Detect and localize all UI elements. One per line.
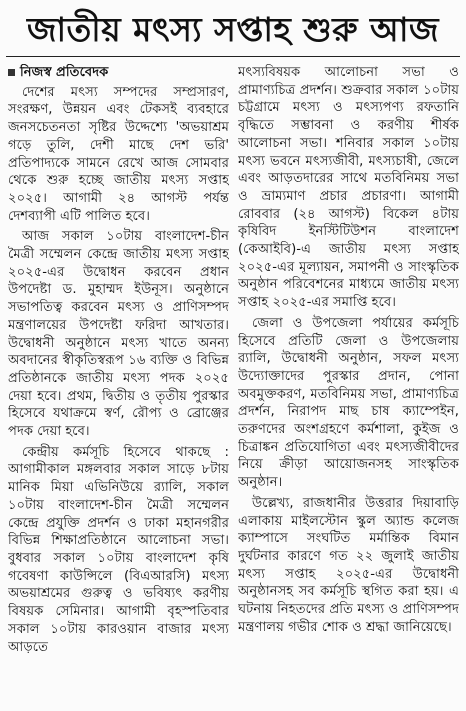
square-bullet-icon	[8, 69, 15, 76]
paragraph: জেলা ও উপজেলা পর্যায়ের কর্মসূচি হিসেবে প্রতিটি জেলা ও উপজেলায় র‍্যালি, উদ্বোধনী অনুষ্ঠান, সফল মৎস্য উদ্যোক্তাদের পুরস্কার প্রদান, পোনা অবমুক্তকরণ, মতবিনিময় সভা, প্রামাণ্যচিত্র প্রদর্শন, নিরাপদ মাছ চাষ ক্যাম্পেইন, তরুণদের অংশগ্রহণে কর্মশালা, কুইজ ও চিত্রাঙ্কন প্রতিযোগিতা এবং মৎস্যজীবীদের নিয়ে ক্রীড়া আয়োজনসহ সাংস্কৃতিক অনুষ্ঠান।	[238, 315, 459, 491]
byline-text: নিজস্ব প্রতিবেদক	[20, 65, 109, 80]
paragraph: মৎস্যবিষয়ক আলোচনা সভা ও প্রামাণ্যচিত্র প্রদর্শন। শুক্রবার সকাল ১০টায় চট্টগ্রামে মৎস্য ও মৎস্যপণ্য রফতানি বৃদ্ধিতে সম্ভাবনা ও করণীয় শীর্ষক আলোচনা সভা। শনিবার সকাল ১০টায় মৎস্য ভবনে মৎস্যজীবী, মৎস্যচাষী, জেলে এবং আড়তদারের সাথে মতবিনিময় সভা ও ভ্রাম্যমাণ প্রচার প্রচারণা। আগামী রোববার (২৪ আগস্ট) বিকেল ৪টায় কৃষিবিদ ইনস্টিটিউশন বাংলাদেশ (কেআইবি)-এ জাতীয় মৎস্য সপ্তাহ ২০২৫-এর মূল্যায়ন, সমাপনী ও সাংস্কৃতিক অনুষ্ঠান পরিবেশনের মাধ্যমে জাতীয় মৎস্য সপ্তাহ ২০২৫-এর সমাপ্তি হবে।	[238, 65, 459, 311]
headline-rule	[6, 56, 460, 57]
paragraph: কেন্দ্রীয় কর্মসূচি হিসেবে থাকছে : আগামীকাল মঙ্গলবার সকাল সাড়ে ৮টায় মানিক মিয়া এভিনিউয়ে র‍্যালি, সকাল ১০টায় বাংলাদেশ-চীন মৈত্রী সম্মেলন কেন্দ্রে প্রযুক্তি প্রদর্শন ও ঢাকা মহানগরীর বিভিন্ন শিক্ষাপ্রতিষ্ঠানে আলোচনা সভা। বুধবার সকাল ১০টায় বাংলাদেশ কৃষি গবেষণা কাউন্সিলে (বিএআরসি) মৎস্য অভয়াশ্রমের গুরুত্ব ও ভবিষ্যৎ করণীয় বিষয়ক সেমিনার। আগামী বৃহস্পতিবার সকাল ১০টায় কারওয়ান বাজার মৎস্য আড়তে	[8, 444, 229, 655]
byline	[8, 64, 229, 82]
paragraph: দেশের মৎস্য সম্পদের সম্প্রসারণ, সংরক্ষণ, উন্নয়ন এবং টেকসই ব্যবহারে জনসচেতনতা সৃষ্টির উদ্দেশ্যে 'অভয়াশ্রম গড়ে তুলি, দেশী মাছে দেশ ভরি' প্রতিপাদ্যকে সামনে রেখে আজ সোমবার থেকে শুরু হচ্ছে জাতীয় মৎস্য সপ্তাহ ২০২৫। আগামী ২৪ আগস্ট পর্যন্ত দেশব্যাপী এটি পালিত হবে।	[8, 84, 229, 224]
left-column	[8, 64, 229, 704]
headline: জাতীয় মৎস্য সপ্তাহ শুরু আজ	[26, 9, 440, 49]
paragraph: আজ সকাল ১০টায় বাংলাদেশ-চীন মৈত্রী সম্মেলন কেন্দ্রে জাতীয় মৎস্য সপ্তাহ ২০২৫-এর উদ্বোধন করবেন প্রধান উপদেষ্টা ড. মুহাম্মদ ইউনূস। অনুষ্ঠানে সভাপতিত্ব করবেন মৎস্য ও প্রাণিসম্পদ মন্ত্রণালয়ের উপদেষ্টা ফরিদা আখতার। উদ্বোধনী অনুষ্ঠানে মৎস্য খাতে অনন্য অবদানের স্বীকৃতিস্বরূপ ১৬ ব্যক্তি ও বিভিন্ন প্রতিষ্ঠানকে জাতীয় মৎস্য পদক ২০২৫ দেয়া হবে। প্রথম, দ্বিতীয় ও তৃতীয় পুরস্কার হিসেবে যথাক্রমে স্বর্ণ, রৌপ্য ও ব্রোঞ্জের পদক দেয়া হবে।	[8, 229, 229, 440]
right-column	[238, 64, 459, 704]
paragraph: উল্লেখ্য, রাজধানীর উত্তরার দিয়াবাড়ি এলাকায় মাইলস্টোন স্কুল অ্যান্ড কলেজ ক্যাম্পাসে সংঘটিত মর্মান্তিক বিমান দুর্ঘটনার কারণে গত ২২ জুলাই জাতীয় মৎস্য সপ্তাহ ২০২৫-এর উদ্বোধনী অনুষ্ঠানসহ সব কর্মসূচি স্থগিত করা হয়। এ ঘটনায় নিহতদের প্রতি মৎস্য ও প্রাণিসম্পদ মন্ত্রণালয় গভীর শোক ও শ্রদ্ধা জানিয়েছে।	[238, 495, 459, 635]
